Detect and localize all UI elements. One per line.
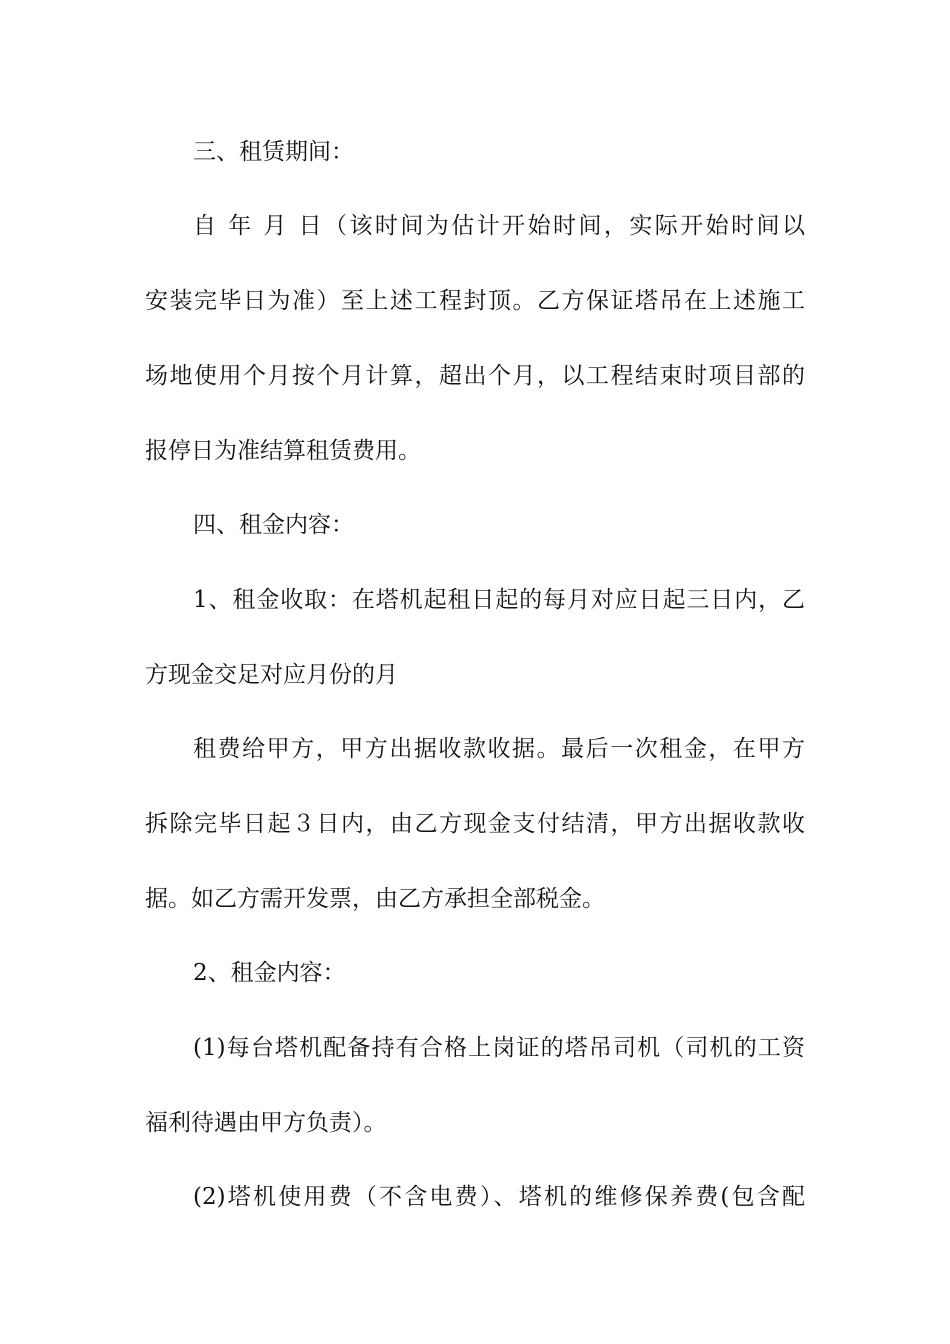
paragraph-line: (1)每台塔机配备持有合格上岗证的塔吊司机（司机的工资 (193, 1035, 805, 1061)
section-heading-lease-period: 三、租赁期间： (193, 139, 354, 165)
paragraph-line: 安装完毕日为准）至上述工程封顶。乙方保证塔吊在上述施工 (145, 288, 805, 314)
section-heading-rent-content: 四、租金内容： (193, 512, 354, 538)
paragraph-line: 场地使用个月按个月计算，超出个月，以工程结束时项目部的 (145, 363, 805, 389)
paragraph-line: 1、租金收取：在塔机起租日起的每月对应日起三日内，乙 (193, 587, 805, 613)
paragraph-line: 拆除完毕日起３日内，由乙方现金支付结清，甲方出据收款收 (145, 811, 805, 837)
paragraph-line: 自 年 月 日（该时间为估计开始时间，实际开始时间以 (193, 213, 805, 239)
subsection-heading-rent-content: 2、租金内容： (193, 960, 346, 986)
paragraph-line: (2)塔机使用费（不含电费）、塔机的维修保养费(包含配 (193, 1184, 805, 1210)
paragraph-line: 方现金交足对应月份的月 (145, 662, 398, 688)
paragraph-line: 福利待遇由甲方负责）。 (145, 1110, 387, 1136)
paragraph-line: 租费给甲方，甲方出据收款收据。最后一次租金，在甲方 (193, 736, 805, 762)
paragraph-line: 据。如乙方需开发票，由乙方承担全部税金。 (145, 886, 605, 912)
paragraph-line: 报停日为准结算租赁费用。 (145, 438, 421, 464)
